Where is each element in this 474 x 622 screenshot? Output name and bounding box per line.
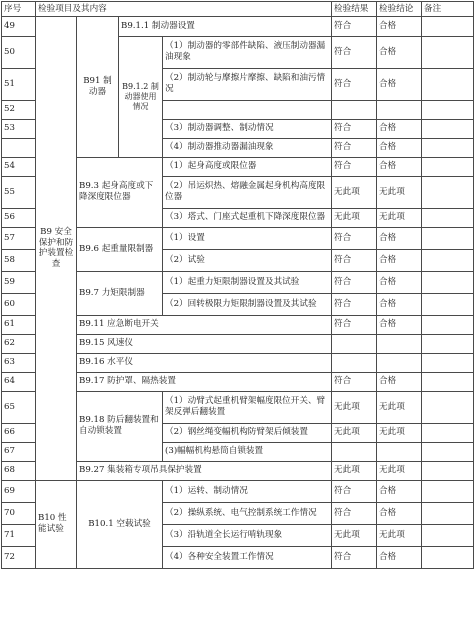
row-number: 66 — [2, 423, 36, 442]
item-remark — [422, 315, 474, 334]
item-conclusion: 合格 — [377, 249, 422, 271]
item-result — [332, 100, 377, 119]
item-result: 符合 — [332, 546, 377, 568]
item-remark — [422, 546, 474, 568]
item-remark — [422, 17, 474, 37]
item-result — [332, 353, 377, 372]
item-content: （1）起身高度或限位器 — [163, 157, 332, 176]
item-conclusion: 合格 — [377, 157, 422, 176]
item-content: （2）钢丝绳变幅机构防臂架后倾装置 — [163, 423, 332, 442]
item-content: （1）运转、制动情况 — [163, 480, 332, 502]
item-result: 无此项 — [332, 391, 377, 423]
item-result: 符合 — [332, 271, 377, 293]
item-content: （2）回转极限力矩限制器设置及其试验 — [163, 293, 332, 315]
item-content: B9.27 集装箱专项吊具保护装置 — [77, 461, 332, 480]
item-conclusion: 无此项 — [377, 423, 422, 442]
item-remark — [422, 138, 474, 157]
row-number: 67 — [2, 442, 36, 461]
item-conclusion: 合格 — [377, 119, 422, 138]
item-remark — [422, 293, 474, 315]
item-conclusion: 无此项 — [377, 176, 422, 208]
group-b10: B10 性能试验 — [36, 480, 77, 568]
item-result: 无此项 — [332, 423, 377, 442]
item-content: （3）沿轨道全长运行啃轨现象 — [163, 524, 332, 546]
header-conclusion: 检验结论 — [377, 2, 422, 17]
item-result: 无此项 — [332, 461, 377, 480]
row-number: 69 — [2, 480, 36, 502]
header-remark: 备注 — [422, 2, 474, 17]
item-result: 符合 — [332, 502, 377, 524]
item-conclusion: 合格 — [377, 271, 422, 293]
item-conclusion: 无此项 — [377, 391, 422, 423]
item-result: 无此项 — [332, 176, 377, 208]
item-conclusion — [377, 334, 422, 353]
item-result: 符合 — [332, 138, 377, 157]
item-remark — [422, 391, 474, 423]
item-conclusion: 合格 — [377, 68, 422, 100]
table-row — [2, 480, 474, 502]
item-conclusion: 合格 — [377, 315, 422, 334]
item-content: (3)幅幅机构悬筒自锁装置 — [163, 442, 332, 461]
item-content: （1）制动器的零部件缺陷、液压制动器漏油现象 — [163, 36, 332, 68]
item-content: （1）设置 — [163, 227, 332, 249]
item-remark — [422, 334, 474, 353]
row-number: 52 — [2, 100, 36, 119]
row-number: 57 — [2, 227, 36, 249]
row-number: 54 — [2, 157, 36, 176]
item-remark — [422, 461, 474, 480]
item-result: 符合 — [332, 119, 377, 138]
item-conclusion: 合格 — [377, 17, 422, 37]
item-result: 符合 — [332, 68, 377, 100]
item-remark — [422, 119, 474, 138]
row-number: 60 — [2, 293, 36, 315]
item-result: 符合 — [332, 36, 377, 68]
item-conclusion: 合格 — [377, 293, 422, 315]
item-result: 符合 — [332, 249, 377, 271]
item-content: （1）起重力矩限制器设置及其试验 — [163, 271, 332, 293]
row-number: 56 — [2, 208, 36, 227]
item-result: 符合 — [332, 157, 377, 176]
item-remark — [422, 157, 474, 176]
item-result: 符合 — [332, 480, 377, 502]
item-content: （2）制动轮与摩擦片摩擦、缺陷和油污情况 — [163, 68, 332, 100]
item-remark — [422, 36, 474, 68]
item-content: B9.16 水平仪 — [77, 353, 332, 372]
item-remark — [422, 442, 474, 461]
item-conclusion: 合格 — [377, 36, 422, 68]
item-conclusion: 合格 — [377, 546, 422, 568]
row-number: 50 — [2, 36, 36, 68]
item-remark — [422, 249, 474, 271]
group-b912: B9.1.2 制动器使用情况 — [119, 36, 163, 157]
group-b97: B9.7 力矩限制器 — [77, 271, 163, 315]
header-result: 检验结果 — [332, 2, 377, 17]
item-conclusion: 合格 — [377, 227, 422, 249]
item-content — [163, 100, 332, 119]
item-content: （4）各种安全装置工作情况 — [163, 546, 332, 568]
item-result: 符合 — [332, 293, 377, 315]
item-remark — [422, 68, 474, 100]
item-conclusion — [377, 353, 422, 372]
item-content: B9.11 应急断电开关 — [77, 315, 332, 334]
item-conclusion — [377, 442, 422, 461]
item-remark — [422, 502, 474, 524]
item-result — [332, 442, 377, 461]
group-b96: B9.6 起重量限制器 — [77, 227, 163, 271]
row-number: 49 — [2, 17, 36, 37]
item-content: （3）塔式、门座式起重机下降深度限位器 — [163, 208, 332, 227]
item-result: 符合 — [332, 227, 377, 249]
group-b9: B9 安全保护和防护装置检查 — [36, 17, 77, 481]
item-result — [332, 334, 377, 353]
item-content: （2）试验 — [163, 249, 332, 271]
item-remark — [422, 423, 474, 442]
header-item: 检验项目及其内容 — [36, 2, 332, 17]
header-row — [2, 2, 474, 17]
item-conclusion: 无此项 — [377, 524, 422, 546]
row-number: 65 — [2, 391, 36, 423]
row-number: 63 — [2, 353, 36, 372]
item-remark — [422, 208, 474, 227]
row-number: 59 — [2, 271, 36, 293]
item-remark — [422, 372, 474, 391]
item-remark — [422, 176, 474, 208]
item-content: （2）吊运炽热、熔融金属起身机构高度限位器 — [163, 176, 332, 208]
item-result: 符合 — [332, 315, 377, 334]
group-b93: B9.3 起身高度或下降深度限位器 — [77, 157, 163, 227]
row-number: 70 — [2, 502, 36, 524]
item-conclusion: 合格 — [377, 502, 422, 524]
inspection-table — [1, 1, 474, 569]
group-b91: B91 制动器 — [77, 17, 119, 158]
item-remark — [422, 100, 474, 119]
item-content: （1）动臂式起重机臂架幅度限位开关、臂架反弹后翻装置 — [163, 391, 332, 423]
item-result: 无此项 — [332, 208, 377, 227]
row-number: 55 — [2, 176, 36, 208]
row-number: 53 — [2, 119, 36, 138]
item-remark — [422, 227, 474, 249]
row-number: 61 — [2, 315, 36, 334]
item-conclusion: 无此项 — [377, 208, 422, 227]
row-number: 71 — [2, 524, 36, 546]
row-number: 68 — [2, 461, 36, 480]
group-b101: B10.1 空载试验 — [77, 480, 163, 568]
row-number: 58 — [2, 249, 36, 271]
item-conclusion: 合格 — [377, 138, 422, 157]
item-conclusion: 无此项 — [377, 461, 422, 480]
item-result: 符合 — [332, 17, 377, 37]
group-b918: B9.18 防后翻装置和自动锁装置 — [77, 391, 163, 461]
row-number — [2, 138, 36, 157]
item-remark — [422, 524, 474, 546]
item-remark — [422, 480, 474, 502]
item-content: B9.1.1 制动器设置 — [119, 17, 332, 37]
item-remark — [422, 271, 474, 293]
item-result: 无此项 — [332, 524, 377, 546]
item-remark — [422, 353, 474, 372]
row-number: 72 — [2, 546, 36, 568]
row-number: 64 — [2, 372, 36, 391]
item-content: （2）操纵系统、电气控制系统工作情况 — [163, 502, 332, 524]
item-conclusion: 合格 — [377, 480, 422, 502]
item-content: （4）制动器推动器漏油现象 — [163, 138, 332, 157]
row-number: 62 — [2, 334, 36, 353]
header-seq: 序号 — [2, 2, 36, 17]
item-content: B9.15 风速仪 — [77, 334, 332, 353]
item-conclusion: 合格 — [377, 372, 422, 391]
table-row — [2, 17, 474, 37]
item-result: 符合 — [332, 372, 377, 391]
item-content: B9.17 防护罩、隔热装置 — [77, 372, 332, 391]
item-content: （3）制动器调整、制动情况 — [163, 119, 332, 138]
item-conclusion — [377, 100, 422, 119]
row-number: 51 — [2, 68, 36, 100]
